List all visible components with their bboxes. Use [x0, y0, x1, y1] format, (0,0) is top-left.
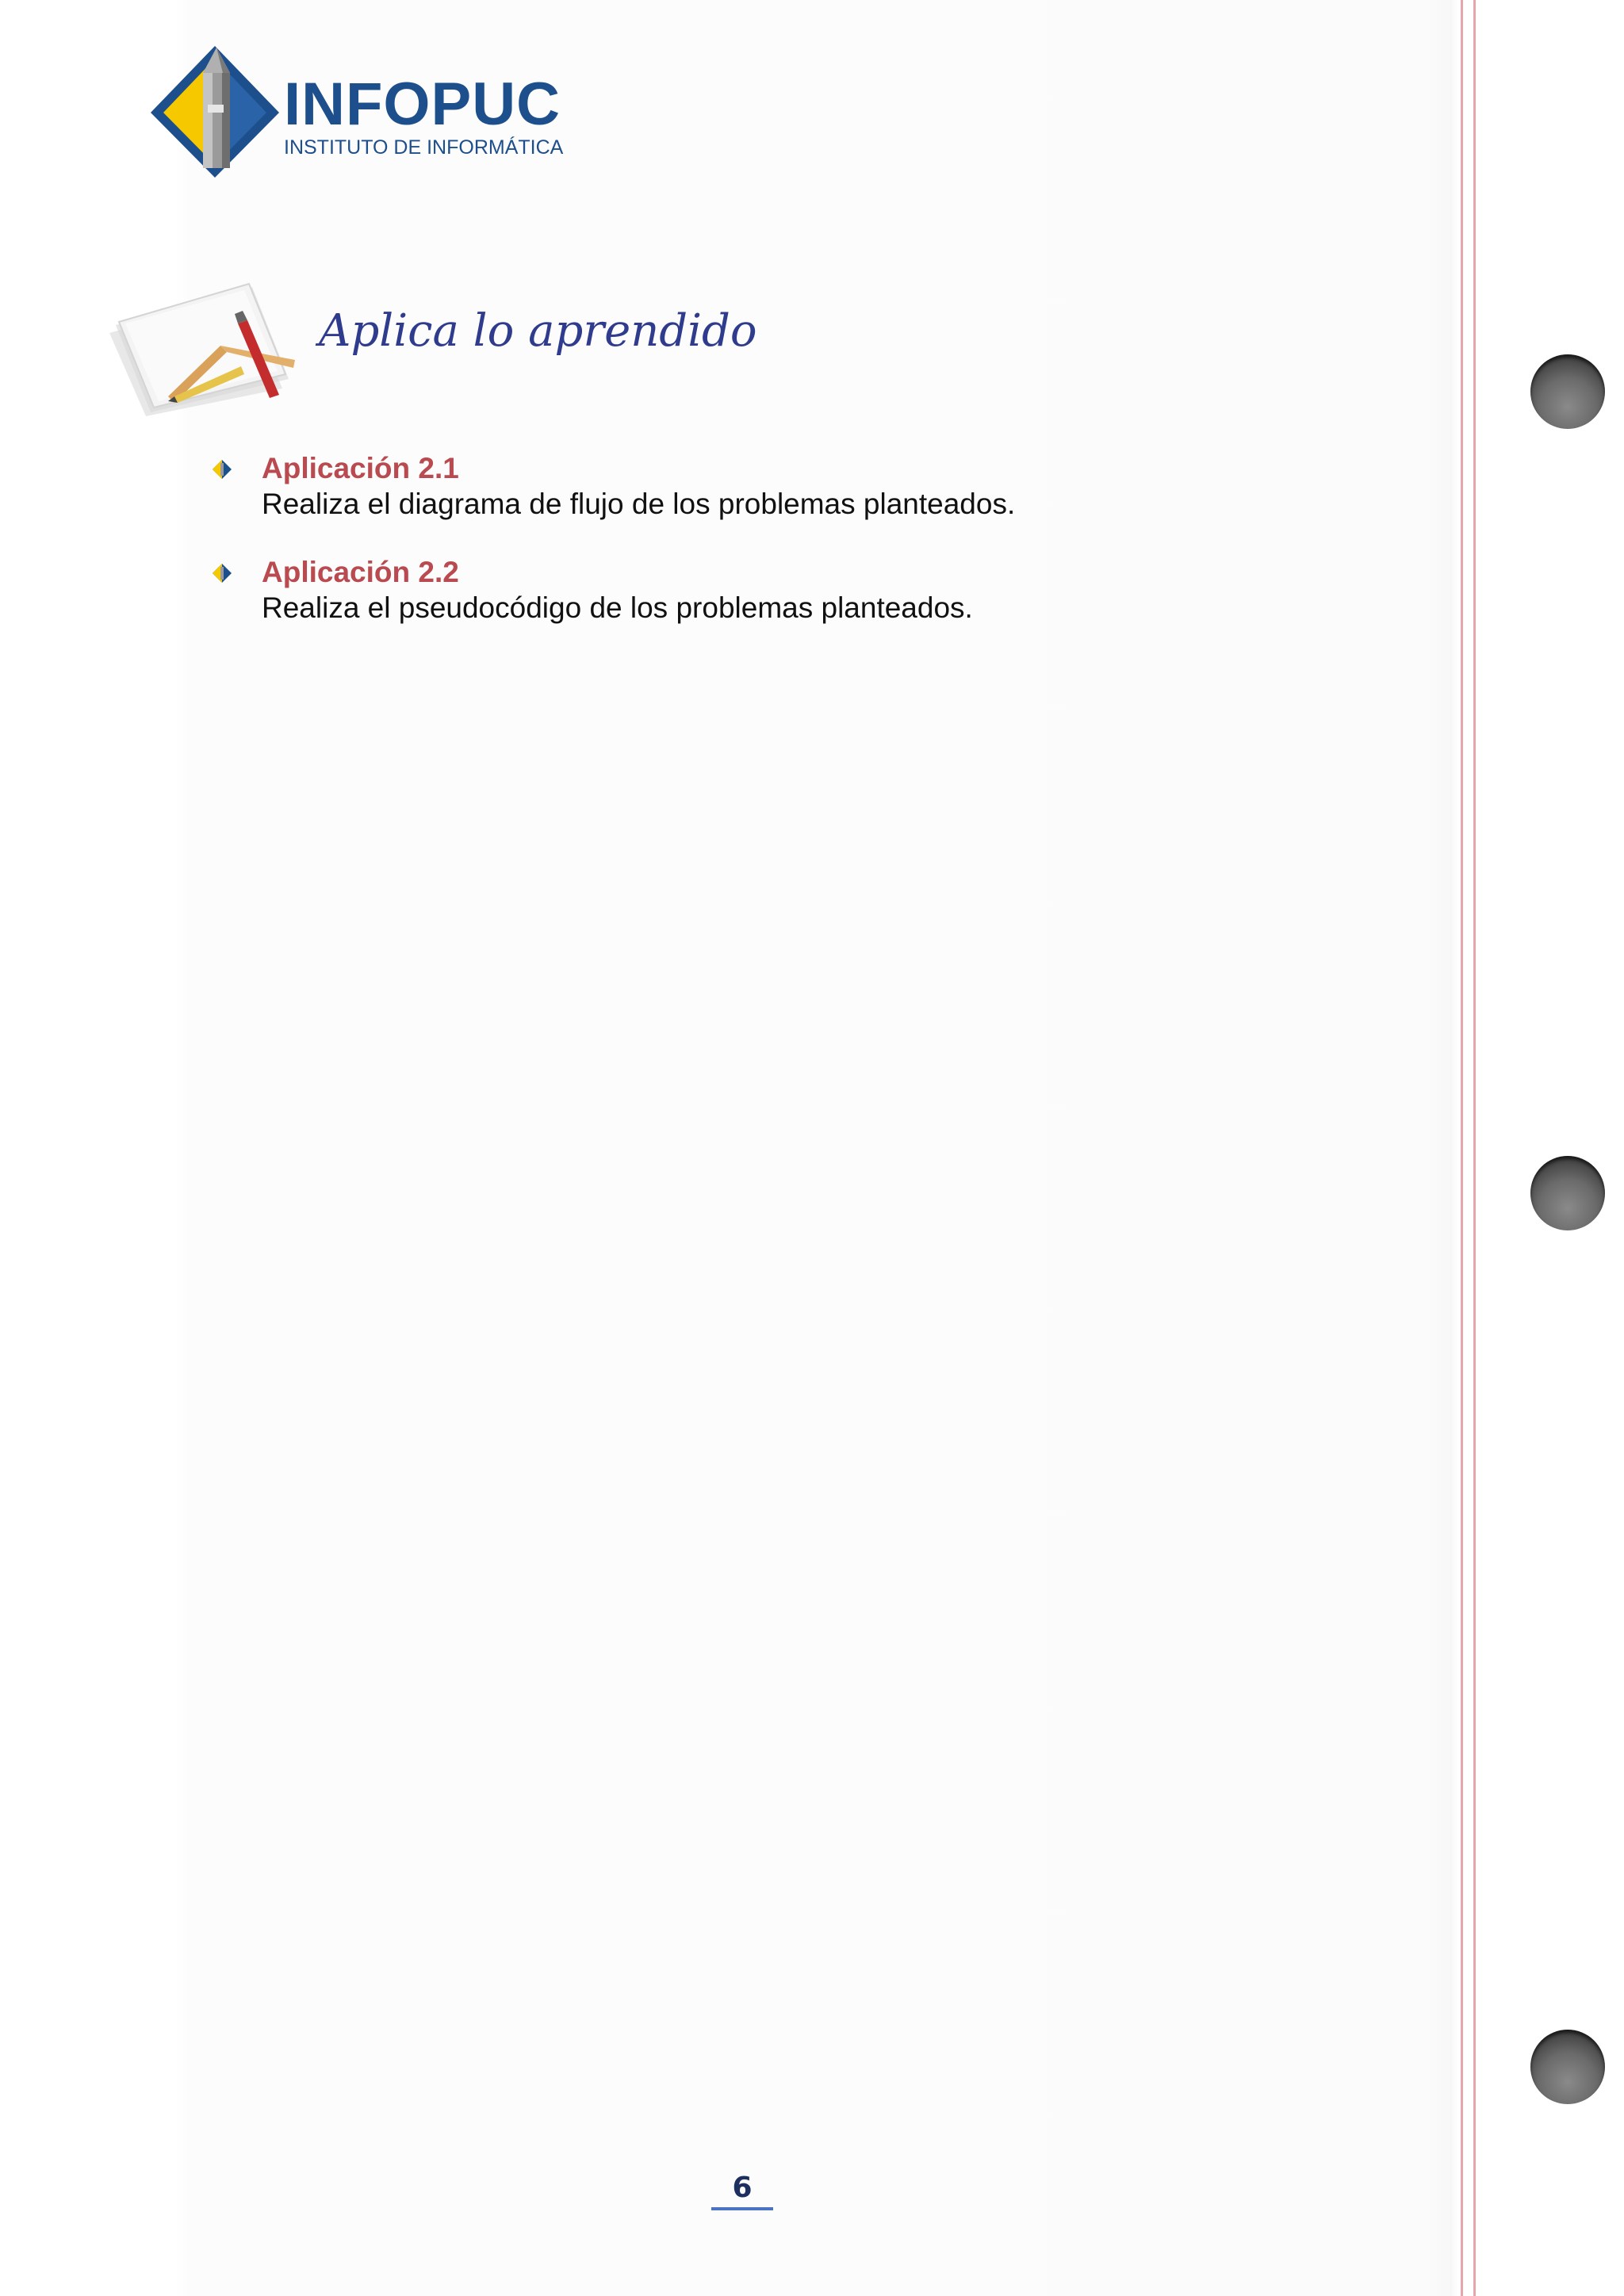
drafting-tools-icon: [102, 277, 300, 416]
diamond-bullet-icon: [211, 458, 233, 480]
margin-line: [1461, 0, 1463, 2296]
binder-hole: [1530, 354, 1605, 429]
list-item: [262, 450, 1015, 522]
item-title: Aplicación 2.1: [262, 452, 459, 484]
diamond-bullet-icon: [211, 562, 233, 584]
infopuc-logo: [147, 41, 576, 184]
page-number-underline: [711, 2207, 773, 2210]
page-number: 6: [732, 2172, 753, 2204]
binder-hole: [1530, 1156, 1605, 1230]
logo-title: INFOPUC: [284, 71, 561, 138]
item-text: Realiza el diagrama de flujo de los problemas planteados.: [262, 488, 1016, 520]
infopuc-logo-mark-icon: [147, 41, 282, 184]
binder-hole: [1530, 2030, 1605, 2104]
section-title: Aplica lo aprendido: [319, 305, 757, 357]
item-title: Aplicación 2.2: [262, 556, 459, 588]
margin-line: [1473, 0, 1476, 2296]
item-text: Realiza el pseudocódigo de los problemas planteados.: [262, 591, 973, 624]
list-item: [262, 554, 973, 626]
logo-subtitle: INSTITUTO DE INFORMÁTICA: [284, 136, 564, 159]
